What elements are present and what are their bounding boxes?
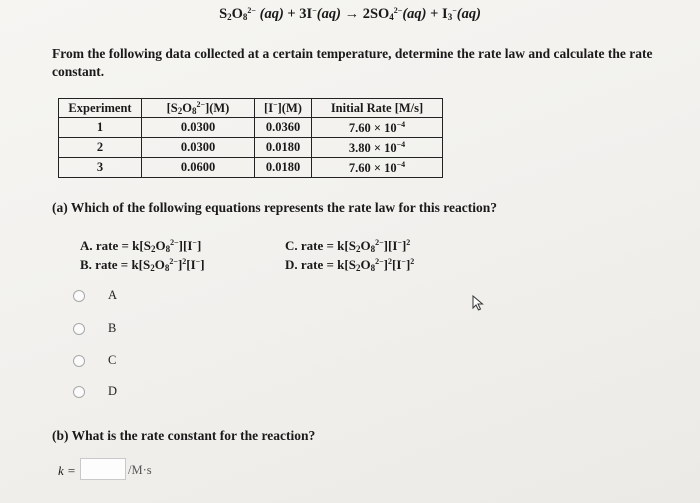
header-iodide-concentration: [I−](M): [255, 99, 312, 118]
cell-rate: $7.60 \times 10^{-4}$: [312, 118, 443, 138]
radio-label-b: B: [108, 321, 117, 335]
cell-experiment: 1: [59, 118, 142, 138]
option-c-equation: C. rate = $k[S_2O_8^{2-}][I^-]^2$: [285, 238, 411, 254]
problem-statement: From the following data collected at a certain temperature, determine the rate law and calculate the rate constant.: [52, 46, 653, 79]
option-d-equation: D. rate = $k[S_2O_8^{2-}]^2[I^-]^2$: [285, 257, 415, 273]
question-a: (a) Which of the following equations represents the rate law for this reaction?: [52, 200, 497, 215]
cell-iodide: 0.0360: [255, 118, 312, 138]
rate-constant-label: k =: [58, 463, 76, 478]
radio-label-d: D: [108, 384, 118, 398]
cell-s2o8: 0.0600: [142, 158, 255, 178]
radio-label-c: C: [108, 353, 117, 367]
option-b-equation: B. rate = $k[S_2O_8^{2-}]^2[I^-]$: [80, 257, 205, 273]
table-header-row: [59, 99, 443, 118]
cell-iodide: 0.0180: [255, 158, 312, 178]
cell-rate: $7.60 \times 10^{-4}$: [312, 158, 443, 178]
reaction-equation: $S_2O_8^{2-}$ $(aq) + 3I^-(aq) \to 2SO_4^{2-}(aq) + I_3^-(aq)$: [219, 6, 481, 22]
rate-data-table: [58, 98, 443, 178]
cell-s2o8: 0.0300: [142, 118, 255, 138]
header-s2o8-concentration: $[S_2O_8^{2-}](M)$: [142, 99, 255, 118]
cell-rate: $3.80 \times 10^{-4}$: [312, 138, 443, 158]
table-row: [59, 158, 443, 178]
cell-s2o8: 0.0300: [142, 138, 255, 158]
radio-choice-d[interactable]: [73, 386, 85, 398]
rate-constant-input[interactable]: [80, 458, 126, 480]
radio-choice-b[interactable]: [73, 323, 85, 335]
header-experiment: Experiment: [59, 99, 142, 118]
table-row: [59, 118, 443, 138]
question-b: (b) What is the rate constant for the reaction?: [52, 428, 316, 443]
cell-iodide: 0.0180: [255, 138, 312, 158]
mouse-pointer-icon: [472, 295, 486, 311]
radio-choice-a[interactable]: [73, 290, 85, 302]
radio-label-a: A: [108, 288, 118, 302]
cell-experiment: 3: [59, 158, 142, 178]
rate-constant-unit: /M·s: [128, 463, 152, 477]
table-row: [59, 138, 443, 158]
cell-experiment: 2: [59, 138, 142, 158]
header-initial-rate: Initial Rate [M/s]: [312, 99, 443, 118]
radio-choice-c[interactable]: [73, 355, 85, 367]
option-a-equation: A. rate = $k[S_2O_8^{2-}][I^-]$: [80, 238, 202, 254]
